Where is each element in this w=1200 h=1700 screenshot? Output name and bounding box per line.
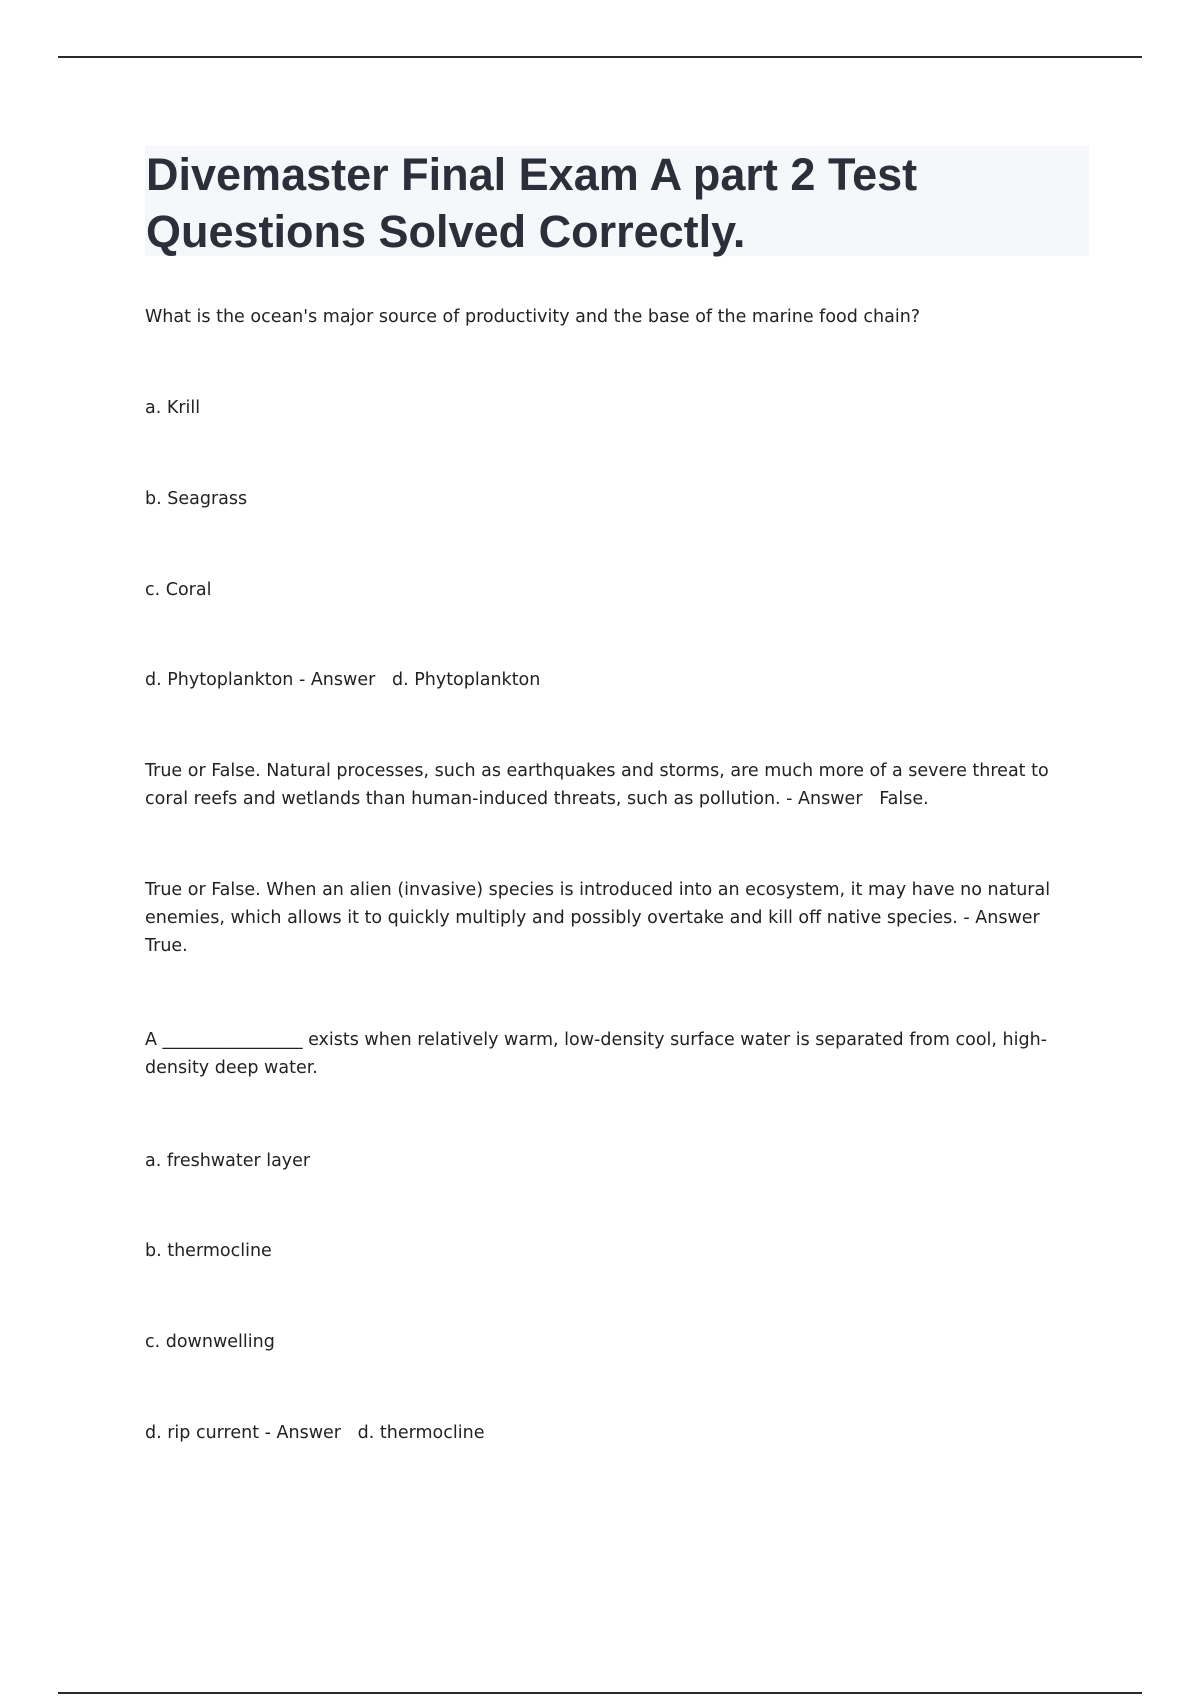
q1-option-d-answer: d. Phytoplankton - Answer d. Phytoplankton — [145, 670, 541, 690]
bottom-rule — [58, 1692, 1142, 1694]
title-block — [145, 146, 1089, 256]
page-title: Divemaster Final Exam A part 2 Test Questions Solved Correctly. — [146, 149, 918, 257]
q4-option-a: a. freshwater layer — [145, 1151, 311, 1171]
q4-option-d-answer: d. rip current - Answer d. thermocline — [145, 1423, 485, 1443]
q4-option-c: c. downwelling — [145, 1332, 275, 1352]
question-2: True or False. Natural processes, such as earthquakes and storms, are much more of a severe threat to coral reefs and wetlands than human-induced threats, such as pollution. - Answer False. — [145, 761, 1055, 809]
question-3: True or False. When an alien (invasive) species is introduced into an ecosystem, it may have no natural enemies, which allows it to quickly multiply and possibly overtake and kill off native species. - Answer True. — [145, 880, 1057, 956]
q1-option-c: c. Coral — [145, 580, 212, 600]
question-4: A ________________ exists when relatively warm, low-density surface water is separated from cool, high-density deep water. — [145, 1030, 1047, 1078]
q4-option-b: b. thermocline — [145, 1241, 272, 1261]
q1-option-a: a. Krill — [145, 398, 201, 418]
top-rule — [58, 56, 1142, 58]
q1-option-b: b. Seagrass — [145, 489, 248, 509]
question-1: What is the ocean's major source of productivity and the base of the marine food chain? — [145, 307, 921, 327]
